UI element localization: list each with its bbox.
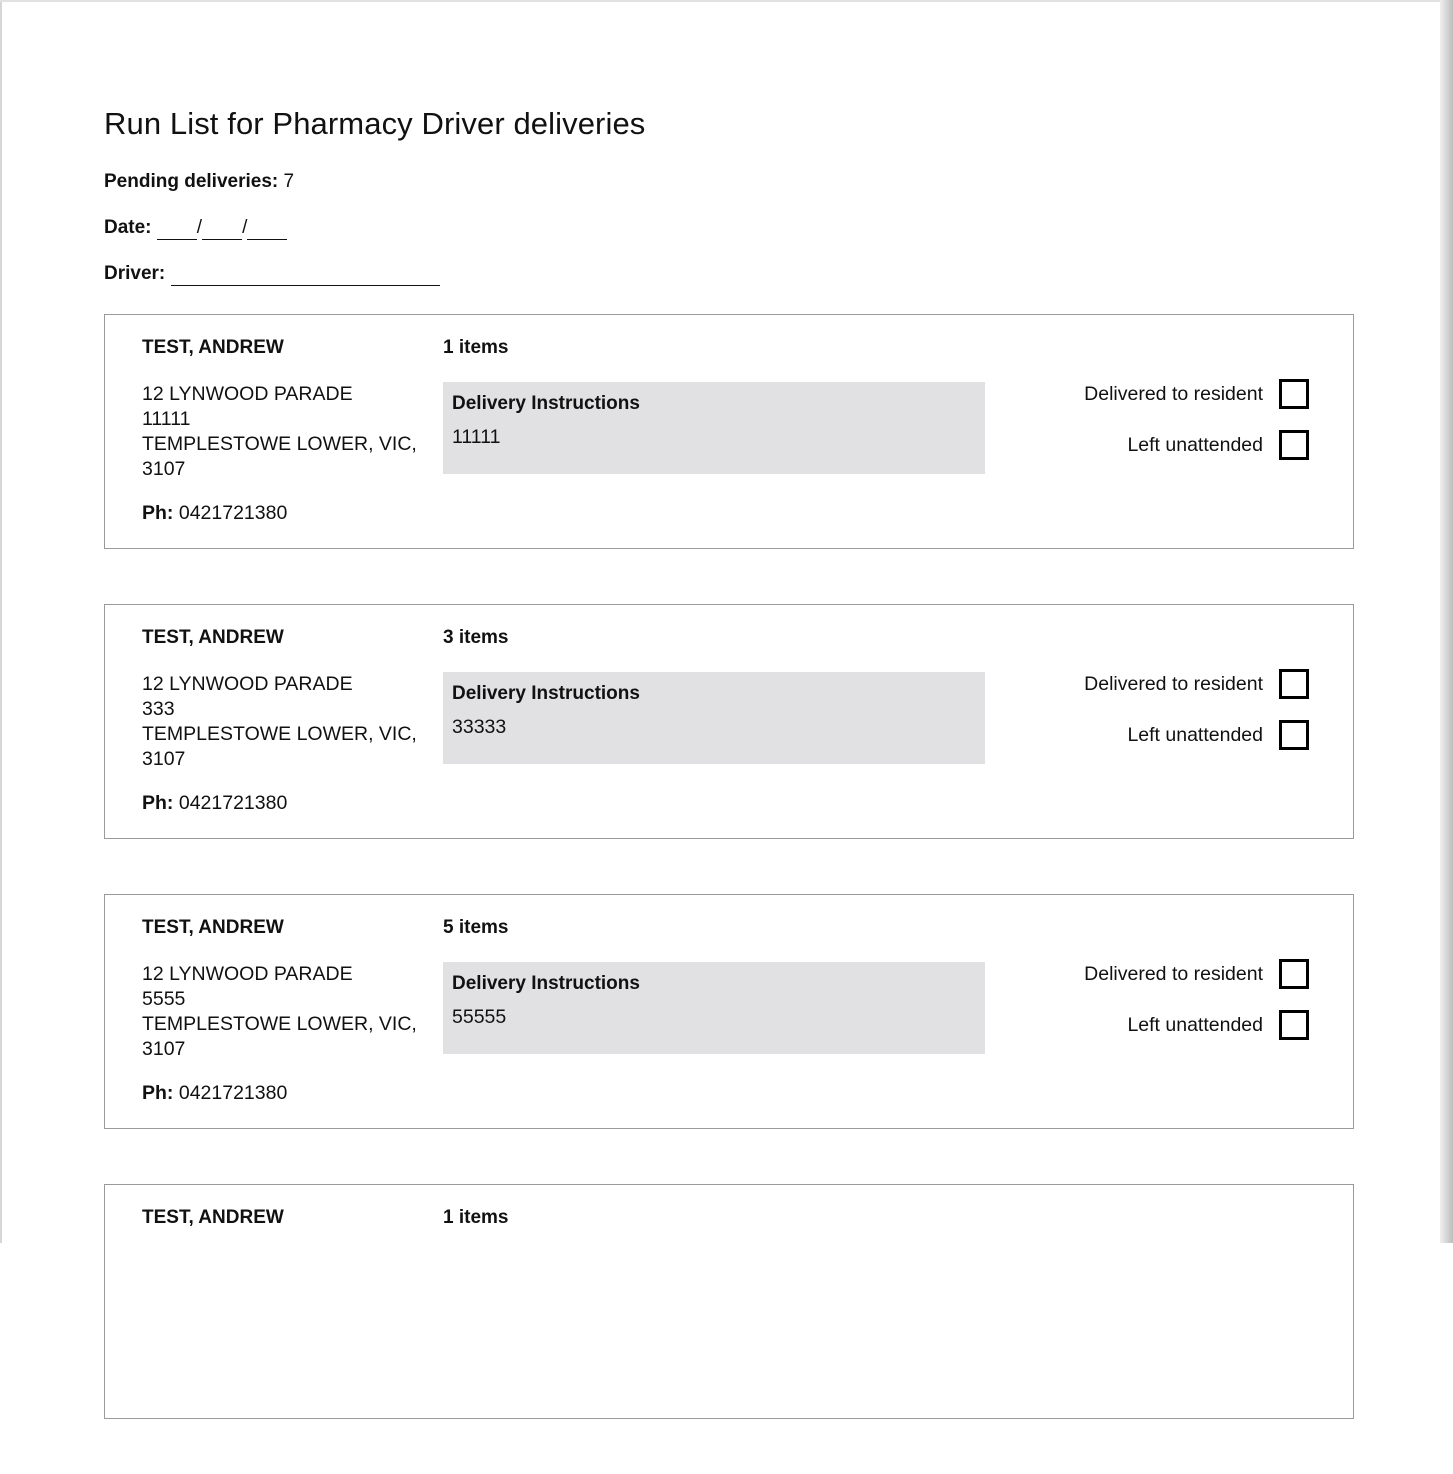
instructions-title: Delivery Instructions bbox=[452, 683, 640, 704]
address-line: 11111 bbox=[142, 408, 191, 430]
delivered-checkbox[interactable] bbox=[1279, 669, 1309, 699]
phone-label: Ph: bbox=[142, 792, 174, 814]
phone-number: 0421721380 bbox=[178, 792, 288, 814]
pending-deliveries-label: Pending deliveries: bbox=[104, 171, 279, 192]
unattended-checkbox[interactable] bbox=[1279, 1010, 1309, 1040]
item-count: 3 items bbox=[443, 627, 509, 648]
customer-name: TEST, ANDREW bbox=[142, 917, 284, 938]
delivered-label: Delivered to resident bbox=[1084, 382, 1263, 405]
item-count: 1 items bbox=[443, 1207, 509, 1228]
customer-address bbox=[142, 962, 432, 1062]
pending-deliveries bbox=[104, 170, 1354, 202]
delivery-instructions bbox=[443, 962, 985, 1054]
unattended-label: Left unattended bbox=[1127, 723, 1263, 746]
page-edge bbox=[0, 0, 2, 1243]
phone-label: Ph: bbox=[142, 1082, 174, 1104]
delivery-card bbox=[104, 314, 1354, 549]
customer-name: TEST, ANDREW bbox=[142, 627, 284, 648]
delivery-list bbox=[104, 314, 1354, 1474]
customer-phone bbox=[142, 792, 287, 815]
date-separator: / bbox=[242, 217, 248, 238]
pending-deliveries-count: 7 bbox=[283, 171, 295, 192]
address-line: 12 LYNWOOD PARADE bbox=[142, 383, 353, 405]
delivery-status-checks bbox=[1009, 376, 1309, 478]
delivered-option bbox=[1009, 666, 1309, 702]
phone-number: 0421721380 bbox=[178, 502, 288, 524]
page-edge bbox=[0, 0, 1453, 2]
unattended-option bbox=[1009, 1007, 1309, 1043]
phone-label: Ph: bbox=[142, 502, 174, 524]
address-line: 3107 bbox=[142, 458, 186, 480]
run-list-document bbox=[104, 100, 1354, 1228]
scrollbar[interactable] bbox=[1440, 0, 1453, 1243]
delivered-label: Delivered to resident bbox=[1084, 962, 1263, 985]
date-separator: / bbox=[196, 217, 203, 238]
instructions-title: Delivery Instructions bbox=[452, 973, 640, 994]
address-line: 5555 bbox=[142, 988, 186, 1010]
address-line: TEMPLESTOWE LOWER, VIC, bbox=[142, 723, 417, 745]
unattended-label: Left unattended bbox=[1127, 1013, 1263, 1036]
delivery-instructions bbox=[443, 672, 985, 764]
instructions-text: 11111 bbox=[452, 426, 501, 448]
driver-field bbox=[104, 262, 1354, 294]
date-day-blank bbox=[157, 219, 197, 240]
driver-blank bbox=[171, 265, 440, 286]
unattended-option bbox=[1009, 427, 1309, 463]
customer-address bbox=[142, 382, 432, 482]
delivery-status-checks bbox=[1009, 666, 1309, 768]
instructions-title: Delivery Instructions bbox=[452, 393, 640, 414]
date-field bbox=[104, 216, 1354, 248]
delivery-instructions bbox=[443, 382, 985, 474]
address-line: 3107 bbox=[142, 1038, 186, 1060]
delivered-checkbox[interactable] bbox=[1279, 959, 1309, 989]
address-line: 3107 bbox=[142, 748, 186, 770]
address-line: TEMPLESTOWE LOWER, VIC, bbox=[142, 433, 417, 455]
address-line: TEMPLESTOWE LOWER, VIC, bbox=[142, 1013, 417, 1035]
driver-label: Driver: bbox=[104, 263, 166, 284]
instructions-text: 55555 bbox=[452, 1006, 507, 1028]
customer-phone bbox=[142, 1082, 287, 1105]
delivered-option bbox=[1009, 376, 1309, 412]
delivered-label: Delivered to resident bbox=[1084, 672, 1263, 695]
unattended-label: Left unattended bbox=[1127, 433, 1263, 456]
unattended-checkbox[interactable] bbox=[1279, 430, 1309, 460]
unattended-option bbox=[1009, 717, 1309, 753]
date-year-blank bbox=[247, 219, 287, 240]
address-line: 12 LYNWOOD PARADE bbox=[142, 673, 353, 695]
item-count: 5 items bbox=[443, 917, 509, 938]
delivery-card bbox=[104, 894, 1354, 1129]
page-title: Run List for Pharmacy Driver deliveries bbox=[104, 106, 646, 141]
delivery-card bbox=[104, 604, 1354, 839]
date-label: Date: bbox=[104, 217, 152, 238]
customer-phone bbox=[142, 502, 287, 525]
item-count: 1 items bbox=[443, 337, 509, 358]
delivered-checkbox[interactable] bbox=[1279, 379, 1309, 409]
customer-address bbox=[142, 672, 432, 772]
delivered-option bbox=[1009, 956, 1309, 992]
address-line: 333 bbox=[142, 698, 175, 720]
delivery-card bbox=[104, 1184, 1354, 1419]
customer-name: TEST, ANDREW bbox=[142, 1207, 284, 1228]
phone-number: 0421721380 bbox=[178, 1082, 288, 1104]
address-line: 12 LYNWOOD PARADE bbox=[142, 963, 353, 985]
date-month-blank bbox=[202, 219, 242, 240]
delivery-status-checks bbox=[1009, 956, 1309, 1058]
instructions-text: 33333 bbox=[452, 716, 507, 738]
customer-name: TEST, ANDREW bbox=[142, 337, 284, 358]
unattended-checkbox[interactable] bbox=[1279, 720, 1309, 750]
